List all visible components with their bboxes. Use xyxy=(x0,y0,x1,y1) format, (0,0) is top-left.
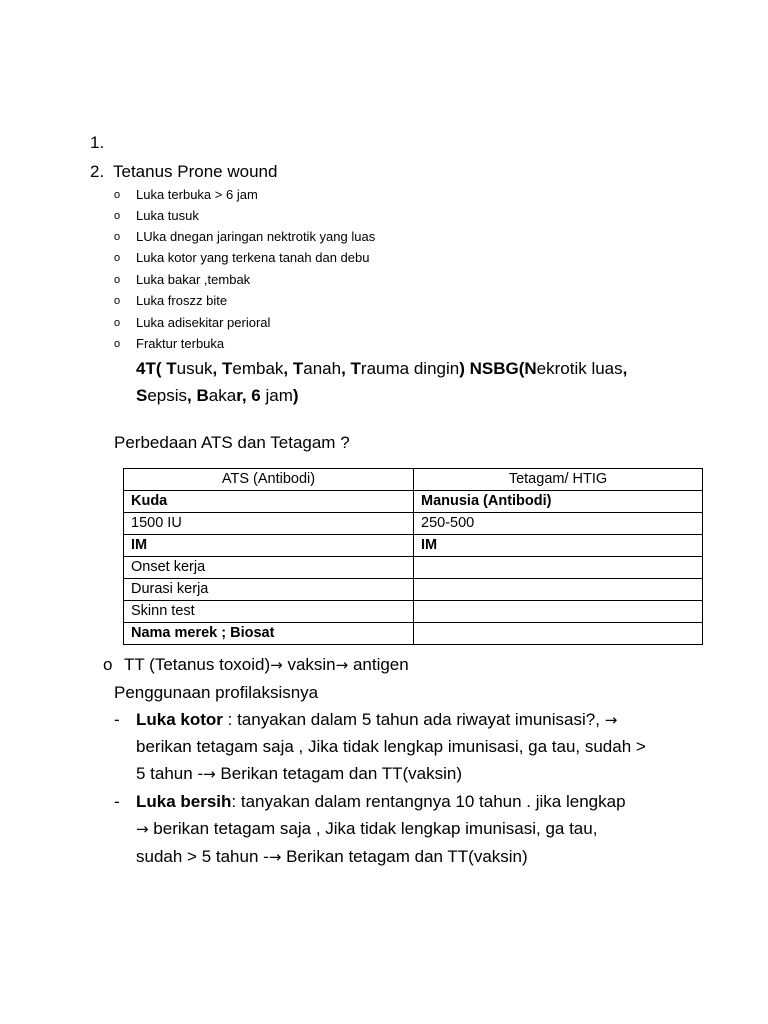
kotor-line-1: Luka kotor : tanyakan dalam 5 tahun ada riwayat imunisasi?, → xyxy=(136,710,618,729)
bullet-marker: o xyxy=(114,317,121,329)
table-row xyxy=(124,513,703,535)
table-row xyxy=(124,535,703,557)
bullet-item: o Luka bakar ,tembak xyxy=(114,272,251,287)
bullet-marker: o xyxy=(114,295,121,307)
bullet-item: o Luka froszz bite xyxy=(114,293,228,308)
dash-marker: - xyxy=(114,792,120,811)
header-ats: ATS (Antibodi) xyxy=(124,469,414,491)
table-cell: Manusia (Antibodi) xyxy=(414,491,703,513)
bullet-marker: o xyxy=(114,189,121,201)
table-cell: IM xyxy=(414,535,703,557)
table-row xyxy=(124,557,703,579)
header-tetagam: Tetagam/ HTIG xyxy=(414,469,703,491)
table-cell xyxy=(414,579,703,601)
list-number-2: 2. xyxy=(90,162,105,181)
bersih-line-3: sudah > 5 tahun -→ Berikan tetagam dan TT(vaksin) xyxy=(136,847,528,866)
kotor-line-3: 5 tahun -→ Berikan tetagam dan TT(vaksin) xyxy=(136,764,462,783)
bullet-marker: o xyxy=(114,252,121,264)
table-row xyxy=(124,623,703,645)
bullet-marker: o xyxy=(114,338,121,350)
table-cell: 1500 IU xyxy=(124,513,414,535)
table-cell xyxy=(414,601,703,623)
bullet-marker: o xyxy=(114,231,121,243)
bersih-line-1: Luka bersih: tanyakan dalam rentangnya 10 tahun . jika lengkap xyxy=(136,792,626,811)
table-cell: IM xyxy=(124,535,414,557)
bullet-item: o Luka kotor yang terkena tanah dan debu xyxy=(114,250,370,265)
table-header-row xyxy=(124,469,703,491)
arrow-right-icon: → xyxy=(268,848,282,866)
bullet-item: o Luka adisekitar perioral xyxy=(114,315,271,330)
tt-line: TT (Tetanus toxoid)→ vaksin→ antigen xyxy=(124,655,409,674)
table-cell xyxy=(414,623,703,645)
tt-bullet-marker: o xyxy=(103,655,113,674)
arrow-right-icon: → xyxy=(270,656,283,674)
list-number-1: 1. xyxy=(90,133,105,152)
table-cell: Durasi kerja xyxy=(124,579,414,601)
kotor-line-2: berikan tetagam saja , Jika tidak lengkap imunisasi, ga tau, sudah > xyxy=(136,737,646,756)
table-row xyxy=(124,579,703,601)
dash-marker: - xyxy=(114,710,120,729)
bullet-item: o Luka terbuka > 6 jam xyxy=(114,187,258,202)
arrow-right-icon: → xyxy=(136,820,149,838)
arrow-right-icon: → xyxy=(203,765,216,783)
comparison-table xyxy=(123,468,703,645)
bullet-item: o LUka dnegan jaringan nektrotik yang luas xyxy=(114,229,376,244)
question-heading: Perbedaan ATS dan Tetagam ? xyxy=(114,433,350,452)
table-cell: 250-500 xyxy=(414,513,703,535)
item-2-title: Tetanus Prone wound xyxy=(113,162,278,181)
bullet-marker: o xyxy=(114,210,121,222)
bullet-item: o Fraktur terbuka xyxy=(114,336,225,351)
profilaksis-heading: Penggunaan profilaksisnya xyxy=(114,683,319,702)
arrow-right-icon: → xyxy=(335,656,349,674)
bullet-item: o Luka tusuk xyxy=(114,208,199,223)
table-row xyxy=(124,601,703,623)
bullet-marker: o xyxy=(114,274,121,286)
mnemonic-line-1: 4T( Tusuk, Tembak, Tanah, Trauma dingin) NSBG(Nekrotik luas, xyxy=(136,359,628,378)
arrow-right-icon: → xyxy=(604,711,618,729)
mnemonic-line-2: Sepsis, Bakar, 6 jam) xyxy=(136,386,299,405)
table-cell: Nama merek ; Biosat xyxy=(124,623,414,645)
table-row xyxy=(124,491,703,513)
table-cell xyxy=(414,557,703,579)
table-cell: Onset kerja xyxy=(124,557,414,579)
table-cell: Kuda xyxy=(124,491,414,513)
table-cell: Skinn test xyxy=(124,601,414,623)
bersih-line-2: → berikan tetagam saja , Jika tidak lengkap imunisasi, ga tau, xyxy=(136,819,598,838)
